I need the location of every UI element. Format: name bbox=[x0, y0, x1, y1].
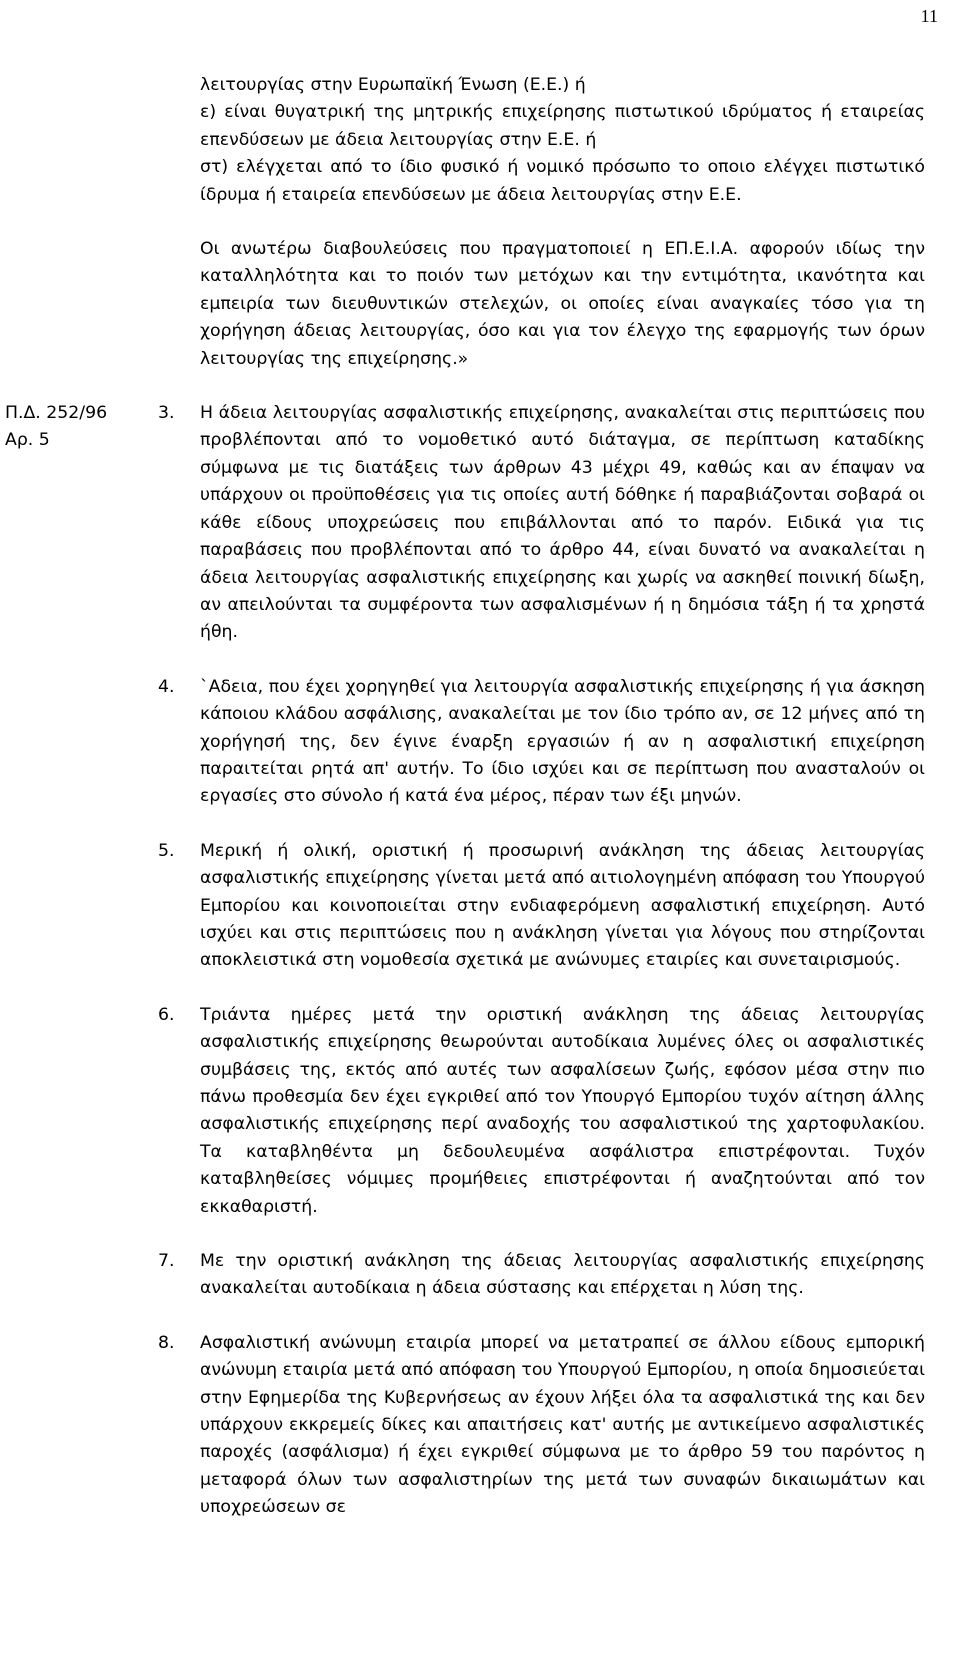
paragraph-text: Τριάντα ημέρες μετά την οριστική ανάκληση της άδειας λειτουργίας ασφαλιστικής επιχείρησης θεωρούνται αυτοδίκαια λυμένες όλες οι ασφαλιστικές συμβάσεις της, εκτός από αυτές των ασφαλίσεων ζωής, εφόσον μέσα στην πιο πάνω προθεσμία δεν έχει εγκριθεί από τον Υπουργό Εμπορίου τυχόν αίτηση άλλης ασφαλιστικής επιχείρησης περί αναδοχής του ασφαλιστικού της χαρτοφυλακίου. Τα καταβληθέντα μη δεδουλευμένα ασφάλιστρα επιστρέφονται. Τυχόν καταβληθείσες νόμιμες προμήθειες επιστρέφονται ή αναζητούνται από τον εκκαθαριστή. bbox=[200, 1004, 925, 1217]
paragraph-number: 8. bbox=[158, 1332, 175, 1353]
margin-note bbox=[5, 400, 145, 455]
paragraph-number: 4. bbox=[158, 676, 175, 697]
list-item-e: ε) είναι θυγατρική της μητρικής επιχείρησης πιστωτικού ιδρύματος ή εταιρείας επενδύσεων με άδεια λειτουργίας στην Ε.Ε. ή bbox=[200, 102, 925, 150]
document-body bbox=[0, 72, 960, 1522]
consultations-paragraph: Οι ανωτέρω διαβουλεύσεις που πραγματοποιεί η ΕΠ.Ε.Ι.Α. αφορούν ιδίως την καταλληλότητα και το ποιόν των μετόχων και την εντιμότητα, ικανότητα και εμπειρία των διευθυντικών στελεχών, οι οποίες είναι αναγκαίες τόσο για τη χορήγηση άδειας λειτουργίας, όσο και για τον έλεγχο της εφαρμογής των όρων λειτουργίας της επιχείρησης.» bbox=[200, 239, 925, 369]
paragraph-text: Η άδεια λειτουργίας ασφαλιστικής επιχείρησης, ανακαλείται στις περιπτώσεις που προβλέπονται από το νομοθετικό αυτό διάταγμα, σε περίπτωση καταδίκης σύμφωνα με τις διατάξεις των άρθρων 43 μέχρι 49, καθώς και αν έπαψαν να υπάρχουν οι προϋποθέσεις για τις οποίες αυτή δόθηκε ή παραβιάζονται σοβαρά οι κάθε είδους υποχρεώσεις που επιβάλλονται από το παρόν. Ειδικά για τις παραβάσεις που προβλέπονται από το άρθρο 44, είναι δυνατό να ανακαλείται η άδεια λειτουργίας ασφαλιστικής επιχείρησης και χωρίς να ασκηθεί ποινική δίωξη, αν απειλούνται τα συμφέροντα των ασφαλισμένων ή η δημόσια τάξη ή τα χρηστά ήθη. bbox=[200, 403, 925, 643]
paragraph-number: 6. bbox=[158, 1004, 175, 1025]
intro-line: λειτουργίας στην Ευρωπαϊκή Ένωση (Ε.Ε.) ή bbox=[200, 75, 586, 95]
paragraph-3 bbox=[158, 400, 925, 647]
paragraph-number: 3. bbox=[158, 403, 175, 424]
list-item-st: στ) ελέγχεται από το ίδιο φυσικό ή νομικό πρόσωπο το οποιο ελέγχει πιστωτικό ίδρυμα ή εταιρεία επενδύσεων με άδεια λειτουργίας στην Ε.Ε. bbox=[200, 157, 925, 205]
paragraph-text: Μερική ή ολική, οριστική ή προσωρινή ανάκληση της άδειας λειτουργίας ασφαλιστικής επιχείρησης γίνεται μετά από αιτιολογημένη απόφαση του Υπουργού Εμπορίου και κοινοποιείται στην ενδιαφερόμενη ασφαλιστική επιχείρηση. Αυτό ισχύει και στις περιπτώσεις που η ανάκληση γίνεται για λόγους που στηρίζονται αποκλειστικά στη νομοθεσία σχετικά με ανώνυμες εταιρίες και συνεταιρισμούς. bbox=[200, 840, 925, 971]
paragraph-6 bbox=[158, 1002, 925, 1221]
paragraph-8 bbox=[158, 1330, 925, 1522]
margin-note-article: Αρ. 5 bbox=[5, 430, 50, 451]
paragraph-7 bbox=[158, 1248, 925, 1303]
page-number: 11 bbox=[920, 6, 938, 26]
article-section bbox=[0, 400, 960, 1522]
paragraph-4 bbox=[158, 674, 925, 811]
paragraph-number: 5. bbox=[158, 840, 175, 861]
paragraph-5 bbox=[158, 838, 925, 975]
paragraph-text: `Αδεια, που έχει χορηγηθεί για λειτουργία ασφαλιστικής επιχείρησης ή για άσκηση κάποιου κλάδου ασφάλισης, ανακαλείται με τον ίδιο τρόπο αν, σε 12 μήνες από τη χορήγησή της, δεν έγινε έναρξη εργασιών ή αν η ασφαλιστική επιχείρηση παραιτείται ρητά απ' αυτήν. Το ίδιο ισχύει και σε περίπτωση που ανασταλούν οι εργασίες στο σύνολο ή κατά ένα μέρος, πέραν των έξι μηνών. bbox=[200, 676, 925, 807]
paragraph-number: 7. bbox=[158, 1251, 175, 1272]
margin-note-law: Π.Δ. 252/96 bbox=[5, 403, 108, 424]
paragraph-text: Με την οριστική ανάκληση της άδειας λειτουργίας ασφαλιστικής επιχείρησης ανακαλείται αυτοδίκαια η άδεια σύστασης και επέρχεται η λύση της. bbox=[200, 1251, 925, 1299]
paragraph-text: Ασφαλιστική ανώνυμη εταιρία μπορεί να μετατραπεί σε άλλου είδους εμπορική ανώνυμη εταιρία μετά από απόφαση του Υπουργού Εμπορίου, η οποία δημοσιεύεται στην Εφημερίδα της Κυβερνήσεως αν έχουν λήξει όλα τα ασφαλιστικά της και δεν υπάρχουν εκκρεμείς δίκες και απαιτήσεις κατ' αυτής με αντικείμενο ασφαλιστικές παροχές (ασφάλισμα) ή έχει εγκριθεί σύμφωνα με το άρθρο 59 του παρόντος η μεταφορά όλων των ασφαλιστηρίων της μετά των συναφών δικαιωμάτων και υποχρεώσεων σε bbox=[200, 1332, 925, 1518]
